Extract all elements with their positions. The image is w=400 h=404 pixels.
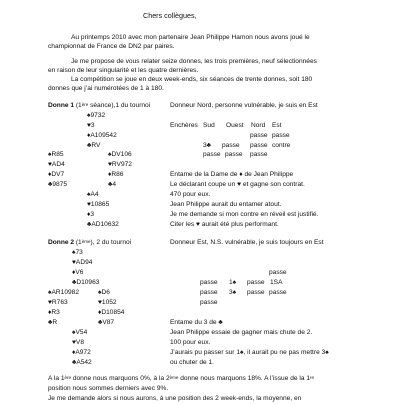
deal1-comment-2: Le déclarant coupe un ♥ et gagne son contrat. [170, 181, 305, 188]
deal1-east-clubs: ♣4 [108, 181, 116, 188]
deal2-dealer: Donneur Est, N.S. vulnérable, je suis toujours en Est [170, 239, 324, 246]
deal1-west-diamonds: ♦DV7 [48, 171, 65, 178]
intro-line-4: en raison de leur singularité et les quatre dernières. [48, 67, 199, 74]
deal1-bid-r1-east: passe [272, 132, 290, 139]
deal1-bidding-header-label: Enchères [170, 122, 198, 129]
deal2-west-diamonds: ♦R3 [48, 309, 60, 316]
intro-line-5: La compétition se joue en deux week-ends, six séances de trente donnes, soit 180 [71, 76, 313, 83]
deal2-bid-r3-west: 3♠ [229, 289, 237, 296]
deal1-bid-r3-north: passe [250, 151, 268, 158]
deal2-bid-r4-south: passe [200, 299, 218, 306]
deal1-bid-r2-north: passe [250, 142, 268, 149]
deal2-title-suffix: ), 2 du tournoi [90, 239, 132, 246]
deal2-north-diamonds: ♦V6 [72, 269, 84, 276]
deal2-title-sup: ème [81, 239, 91, 244]
deal1-east-spades: ♠DV106 [108, 151, 132, 158]
deal1-title-label: Donne 1 [48, 102, 75, 109]
intro-line-1: Au printemps 2010 avec mon partenaire Jean Philippe Hamon nous avons joué le [71, 34, 310, 41]
intro-line-3: Je me propose de vous relater seize donnes, les trois premières, neuf sélectionnées [71, 58, 317, 65]
deal2-east-hearts: ♥1052 [98, 299, 117, 306]
deal2-bid-r1-east: passe [269, 269, 287, 276]
deal1-title [48, 101, 150, 111]
deal2-west-clubs: ♣R [48, 319, 58, 326]
deal2-title-paren: (1 [74, 239, 82, 246]
conclusion-line-1-sup-1: ère [64, 375, 72, 380]
deal1-east-hearts: ♥RV972 [108, 161, 132, 168]
deal1-west-clubs: ♣9875 [48, 181, 67, 188]
deal1-south-hearts: ♥10865 [87, 201, 110, 208]
deal2-comment-5: ou chuter de 1. [170, 359, 214, 366]
deal1-bid-r2-west: passe [222, 142, 240, 149]
deal1-north-diamonds: ♦A109542 [87, 132, 117, 139]
deal2-east-spades: ♠D6 [98, 289, 110, 296]
deal2-bid-r3-east: passe [269, 289, 287, 296]
intro-line-2: championnat de France de DN2 par paires. [48, 43, 175, 50]
deal1-north-clubs: ♣RV [87, 142, 101, 149]
deal1-bidding-header-north: Nord [251, 122, 266, 129]
conclusion-line-3: Je me demande alors si nous aurons, à une position des 2 week-ends, la moyenne, en [48, 395, 302, 402]
deal1-comment-4: Jean Philippe aurait du entamer atout. [170, 201, 282, 208]
deal1-south-spades: ♠A4 [87, 191, 99, 198]
deal2-comment-3: 100 pour eux. [170, 339, 211, 346]
deal1-west-hearts: ♥AD4 [48, 161, 65, 168]
conclusion-line-1-a: A la 1 [48, 375, 65, 382]
deal1-south-diamonds: ♦3 [87, 211, 95, 218]
deal2-south-spades: ♠V54 [72, 329, 88, 336]
deal2-bid-r2-north: passe [247, 279, 265, 286]
deal2-bid-r3-north: passe [247, 289, 265, 296]
deal1-east-diamonds: ♦R86 [108, 171, 124, 178]
deal1-bid-r3-south: passe [203, 151, 221, 158]
deal1-west-spades: ♠R85 [48, 151, 64, 158]
deal2-bid-r2-south: passe [200, 279, 218, 286]
deal2-north-hearts: ♥AD94 [72, 259, 93, 266]
deal1-dealer: Donneur Nord, personne vulnérable, je suis en Est [170, 102, 318, 109]
deal1-bid-r1-north: passe [250, 132, 268, 139]
conclusion-line-1-sup-2: ème [169, 375, 179, 380]
conclusion-line-1 [48, 374, 314, 384]
deal1-comment-3: 470 pour eux. [170, 191, 211, 198]
deal2-north-spades: ♠73 [72, 249, 83, 256]
deal1-title-sup: ère [81, 102, 89, 107]
deal1-comment-6: Citer les ♥ aurait été plus performant. [170, 221, 279, 228]
deal1-south-clubs: ♣AD10632 [87, 221, 119, 228]
deal2-south-clubs: ♣A542 [72, 359, 92, 366]
conclusion-line-1-sup-3: re [310, 375, 315, 380]
deal1-comment-5: Je me demande si mon contre en réveil est justifié. [170, 211, 319, 218]
deal1-north-hearts: ♥3 [87, 122, 95, 129]
deal1-bidding-header-east: Est [272, 122, 282, 129]
deal2-north-clubs: ♣D10963 [72, 279, 100, 286]
deal2-south-hearts: ♥V8 [72, 339, 84, 346]
deal2-south-diamonds: ♦A972 [72, 349, 91, 356]
conclusion-line-1-c: donne nous marquons 18%. A l’issue de la 1 [178, 375, 310, 382]
deal1-bid-r2-east: contre [272, 142, 291, 149]
deal2-comment-1: Entame du 3 de ♣ [170, 319, 223, 326]
deal2-comment-2: Jean Philippe essaie de gagner mais chute de 2. [170, 329, 313, 336]
deal1-north-spades: ♠9732 [87, 112, 106, 119]
deal1-title-paren: (1 [74, 102, 82, 109]
salutation: Chers collègues, [143, 11, 197, 20]
deal2-west-spades: ♠AR10982 [48, 289, 79, 296]
deal2-bid-r3-south: passe [200, 289, 218, 296]
deal1-title-suffix: séance),1 du tournoi [88, 102, 151, 109]
conclusion-line-1-b: donne nous marquons 0%, à la 2 [71, 375, 170, 382]
deal2-east-diamonds: ♦D10854 [98, 309, 125, 316]
deal2-title-label: Donne 2 [48, 239, 75, 246]
conclusion-line-2: position nous sommes derniers avec 9%. [48, 385, 169, 392]
intro-line-6: donnes que j’ai numérotées de 1 à 180. [48, 85, 164, 92]
deal1-bidding-header-west: Ouest [226, 122, 244, 129]
deal2-bid-r2-west: 1♠ [229, 279, 237, 286]
deal2-title [48, 238, 131, 248]
deal2-bid-r2-east: 1SA [270, 279, 283, 286]
deal1-bid-r3-west: passe [225, 151, 243, 158]
deal2-comment-4: J’aurais pu passer sur 1♠, il aurait pu ne pas mettre 3♠ [170, 349, 329, 356]
deal2-east-clubs: ♣V87 [98, 319, 115, 326]
deal1-bidding-header-south: Sud [203, 122, 215, 129]
deal2-west-hearts: ♥R763 [48, 299, 68, 306]
deal1-bid-r2-south: 3♣ [203, 142, 211, 149]
deal1-comment-1: Entame de la Dame de ♦ de Jean Philippe [170, 171, 294, 178]
